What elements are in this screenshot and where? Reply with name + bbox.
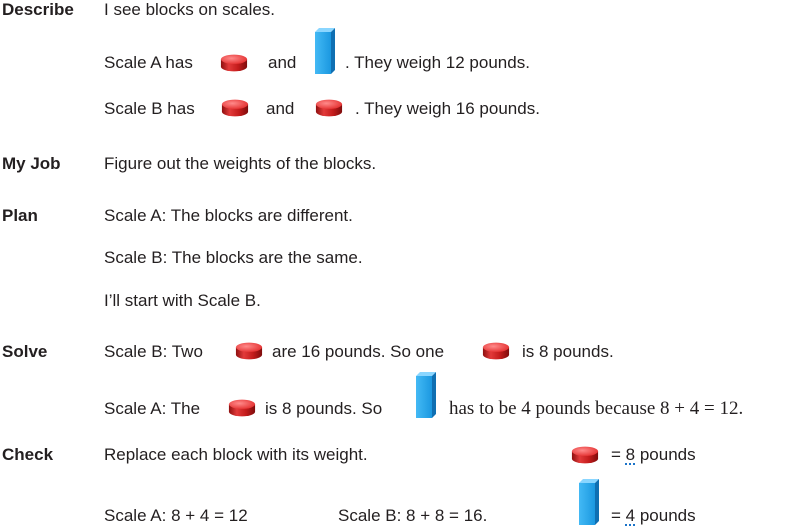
solve-line-2-a: Scale A: The (104, 399, 201, 418)
check-equation-scale-b: Scale B: 8 + 8 = 16. (338, 506, 488, 525)
check-blue-legend (611, 506, 696, 526)
label-check: Check (2, 445, 54, 464)
red-cylinder-block-icon (482, 340, 510, 362)
describe-scale-b-prefix: Scale B has (104, 99, 195, 118)
check-equation-scale-a: Scale A: 8 + 4 = 12 (104, 506, 248, 525)
solve-line-2-c: has to be 4 pounds because 8 + 4 = 12. (449, 398, 744, 419)
red-legend-value: 8 (625, 445, 636, 464)
describe-line-1: I see blocks on scales. (104, 0, 276, 19)
solve-line-1-b: are 16 pounds. So one (272, 342, 445, 361)
my-job-text: Figure out the weights of the blocks. (104, 154, 377, 173)
describe-scale-b-suffix: . They weigh 16 pounds. (355, 99, 540, 118)
red-cylinder-block-icon (228, 397, 256, 419)
red-cylinder-block-icon (220, 52, 248, 74)
blue-rectangular-block-icon (414, 371, 438, 419)
blue-legend-eq: = (611, 506, 626, 525)
red-cylinder-block-icon (221, 97, 249, 119)
describe-scale-a-and: and (268, 53, 297, 72)
red-cylinder-block-icon (235, 340, 263, 362)
label-describe: Describe (2, 0, 74, 19)
solve-line-1-c: is 8 pounds. (522, 342, 614, 361)
blue-rectangular-block-icon (313, 27, 337, 75)
solve-line-1-a: Scale B: Two (104, 342, 203, 361)
red-legend-eq: = (611, 445, 626, 464)
check-line-1: Replace each block with its weight. (104, 445, 368, 464)
label-plan: Plan (2, 206, 38, 225)
blue-rectangular-block-icon (577, 478, 601, 526)
plan-line-3: I’ll start with Scale B. (104, 291, 261, 310)
blue-legend-unit: pounds (635, 506, 696, 525)
plan-line-1: Scale A: The blocks are different. (104, 206, 353, 225)
red-cylinder-block-icon (315, 97, 343, 119)
label-my-job: My Job (2, 154, 61, 173)
describe-scale-a-suffix: . They weigh 12 pounds. (345, 53, 530, 72)
label-solve: Solve (2, 342, 48, 361)
describe-scale-a-prefix: Scale A has (104, 53, 193, 72)
blue-legend-value: 4 (625, 506, 636, 525)
describe-scale-b-and: and (266, 99, 295, 118)
red-cylinder-block-icon (571, 444, 599, 466)
check-red-legend (611, 445, 696, 465)
solve-line-2-b: is 8 pounds. So (265, 399, 383, 418)
plan-line-2: Scale B: The blocks are the same. (104, 248, 363, 267)
red-legend-unit: pounds (635, 445, 696, 464)
